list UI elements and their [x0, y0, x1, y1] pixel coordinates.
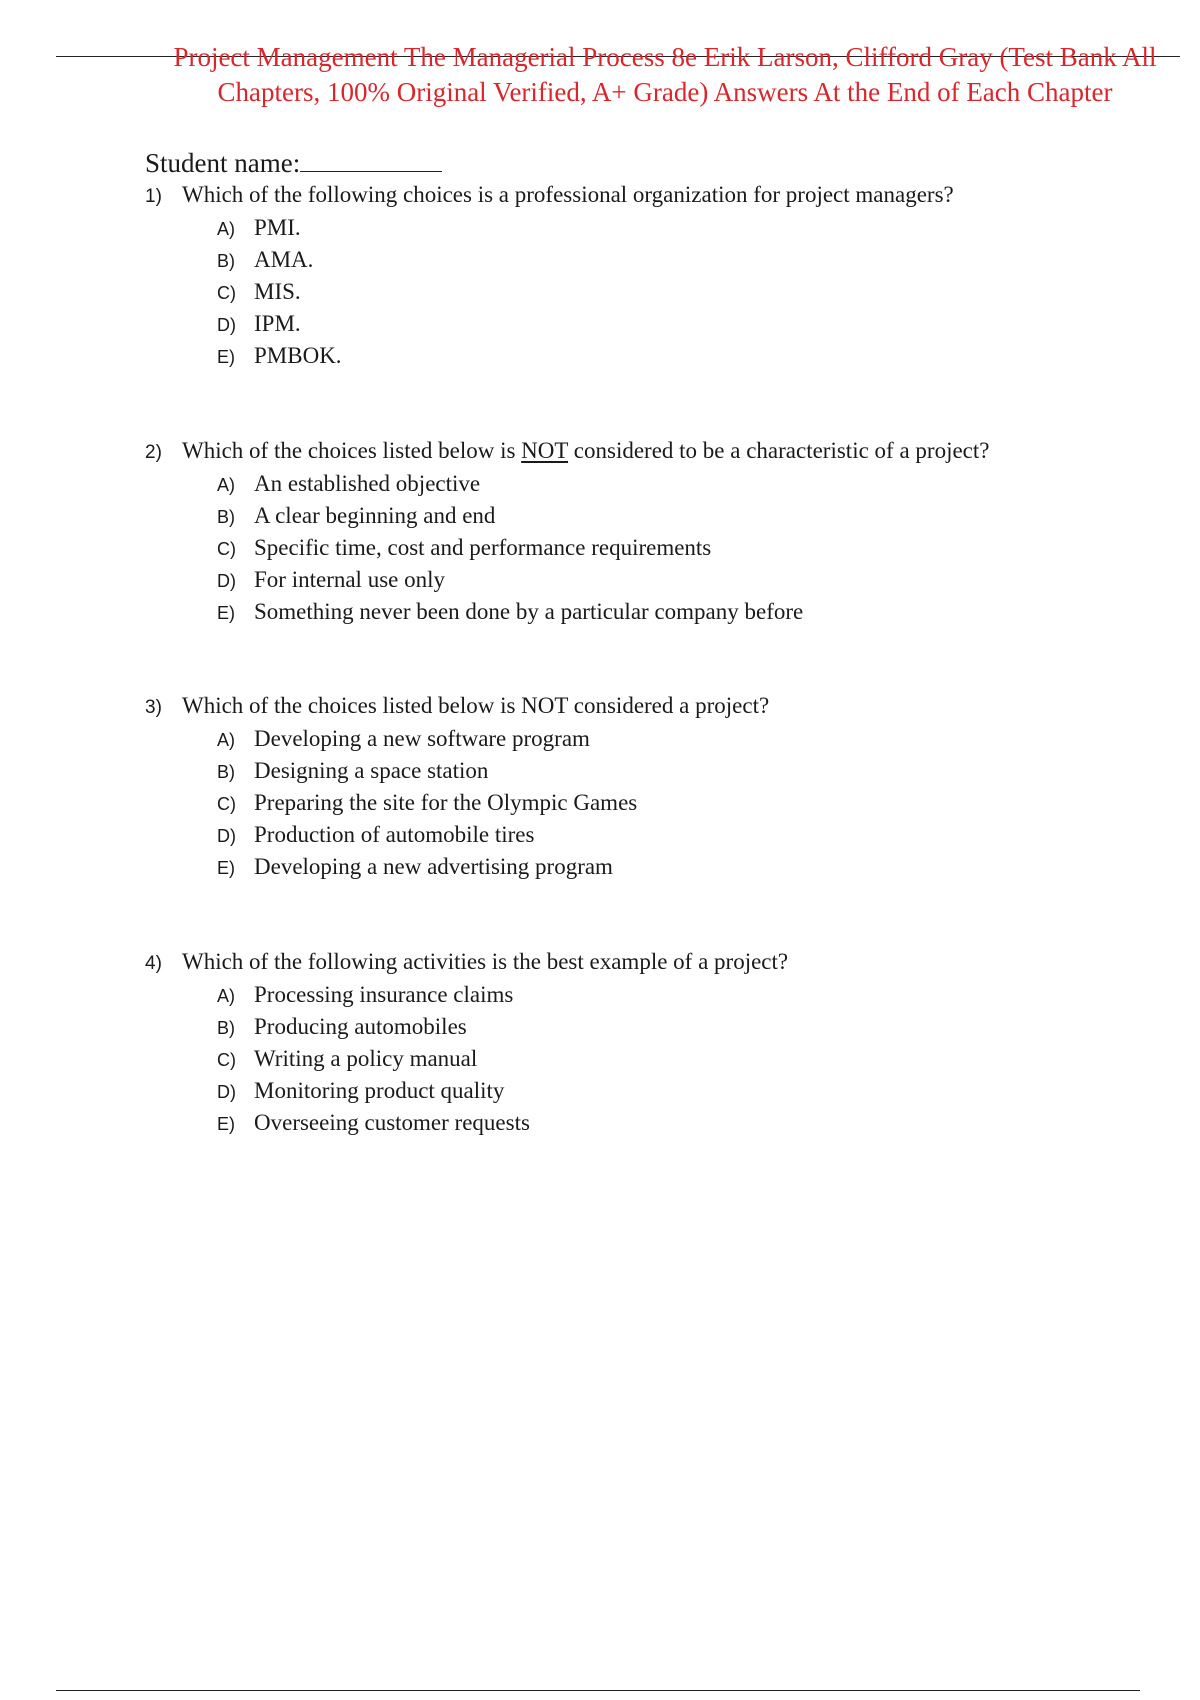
option-text: Preparing the site for the Olympic Games [254, 790, 638, 815]
option-d [217, 1075, 1145, 1107]
option-d [217, 819, 1145, 851]
document-title-line-1: Project Management The Managerial Process 8e Erik Larson, Clifford Gray (Test Bank All [173, 42, 1157, 72]
option-list [145, 468, 1145, 628]
option-text: Developing a new software program [254, 726, 590, 751]
option-letter: C) [217, 794, 236, 814]
option-e [217, 340, 1145, 372]
option-letter: C) [217, 539, 236, 559]
option-text: Something never been done by a particular company before [254, 599, 804, 624]
option-letter: D) [217, 1082, 236, 1102]
question-text: Which of the following activities is the best example of a project? [182, 949, 789, 974]
option-text: PMBOK. [254, 343, 342, 368]
footer-rule [56, 1690, 1140, 1691]
option-letter: B) [217, 1018, 235, 1038]
option-text: Designing a space station [254, 758, 489, 783]
option-list [145, 979, 1145, 1139]
document-title-line-2: Chapters, 100% Original Verified, A+ Grade) Answers At the End of Each Chapter [217, 77, 1113, 107]
option-text: For internal use only [254, 567, 445, 592]
question-emphasis-not: NOT [521, 438, 569, 463]
option-text: AMA. [254, 247, 314, 272]
option-text: Specific time, cost and performance requirements [254, 535, 712, 560]
question-text: Which of the following choices is a professional organization for project managers? [182, 182, 954, 207]
option-letter: A) [217, 219, 235, 239]
option-b [217, 244, 1145, 276]
option-letter: E) [217, 347, 235, 367]
option-text: An established objective [254, 471, 481, 496]
option-text: A clear beginning and end [254, 503, 496, 528]
option-d [217, 564, 1145, 596]
option-e [217, 851, 1145, 883]
option-e [217, 1107, 1145, 1139]
option-text: Monitoring product quality [254, 1078, 505, 1103]
option-letter: B) [217, 251, 235, 271]
question-number: 3) [145, 697, 162, 718]
question-4 [145, 947, 1145, 1139]
option-list [145, 723, 1145, 883]
option-letter: A) [217, 986, 235, 1006]
option-letter: A) [217, 475, 235, 495]
option-letter: A) [217, 730, 235, 750]
question-text: Which of the choices listed below is NOT considered a project? [182, 693, 770, 718]
option-letter: E) [217, 858, 235, 878]
option-a [217, 212, 1145, 244]
option-c [217, 787, 1145, 819]
option-c [217, 532, 1145, 564]
option-a [217, 723, 1145, 755]
option-e [217, 596, 1145, 628]
option-c [217, 1043, 1145, 1075]
option-letter: E) [217, 603, 235, 623]
option-a [217, 468, 1145, 500]
option-letter: B) [217, 507, 235, 527]
option-letter: C) [217, 283, 236, 303]
question-stem [145, 691, 1145, 723]
option-a [217, 979, 1145, 1011]
student-name-field [145, 146, 442, 180]
question-2 [145, 436, 1145, 628]
option-b [217, 755, 1145, 787]
student-name-blank [300, 149, 442, 172]
option-letter: B) [217, 762, 235, 782]
option-letter: C) [217, 1050, 236, 1070]
question-number: 2) [145, 442, 162, 463]
student-name-label: Student name: [145, 148, 301, 178]
option-b [217, 500, 1145, 532]
question-number: 4) [145, 953, 162, 974]
question-stem [145, 947, 1145, 979]
option-text: PMI. [254, 215, 301, 240]
option-text: Processing insurance claims [254, 982, 514, 1007]
question-stem [145, 180, 1145, 212]
question-stem [145, 436, 1145, 468]
option-letter: D) [217, 315, 236, 335]
option-letter: D) [217, 826, 236, 846]
question-3 [145, 691, 1145, 883]
option-text: Production of automobile tires [254, 822, 535, 847]
option-letter: D) [217, 571, 236, 591]
option-d [217, 308, 1145, 340]
option-list [145, 212, 1145, 372]
question-1 [145, 180, 1145, 372]
option-text: Developing a new advertising program [254, 854, 613, 879]
option-letter: E) [217, 1114, 235, 1134]
question-text-end: considered to be a characteristic of a project? [568, 438, 990, 463]
question-text-start: Which of the choices listed below is [182, 438, 522, 463]
option-c [217, 276, 1145, 308]
option-text: MIS. [254, 279, 301, 304]
option-b [217, 1011, 1145, 1043]
question-number: 1) [145, 186, 162, 207]
option-text: Writing a policy manual [254, 1046, 478, 1071]
option-text: Overseeing customer requests [254, 1110, 530, 1135]
document-title [150, 40, 1180, 110]
option-text: Producing automobiles [254, 1014, 467, 1039]
option-text: IPM. [254, 311, 301, 336]
